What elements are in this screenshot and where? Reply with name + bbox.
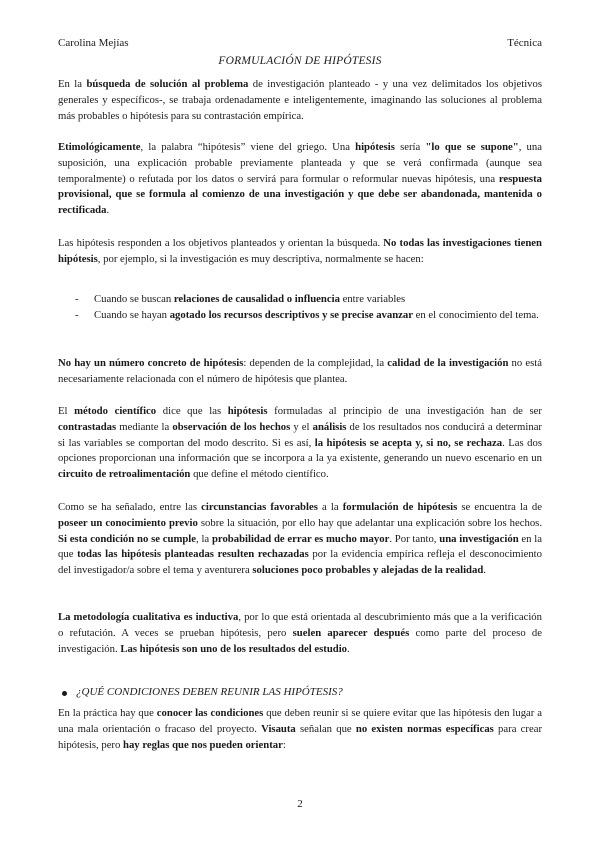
bold-text: respuesta provisional, que se formula al comienzo de una investigación y que debe ser abandonada, mantenida o rectificada <box>58 172 542 217</box>
paragraph <box>58 404 542 483</box>
paragraph <box>58 610 542 657</box>
text-run: En la práctica hay que <box>58 707 157 719</box>
bold-text: una investigación <box>439 532 519 545</box>
text-run: dice que las <box>156 405 228 417</box>
bold-text: todas las hipótesis planteadas resulten rechazadas <box>77 548 309 561</box>
text-run: El <box>58 405 75 417</box>
text-run: . Las dos opciones proporcionan una información que se incorpora a la ya existente, generando un nuevo escenario en un <box>58 436 543 465</box>
bold-text: Visauta <box>261 722 296 735</box>
paragraph <box>58 706 542 753</box>
text-run: , la <box>196 532 212 545</box>
header-author: Carolina Mejías <box>58 37 129 49</box>
text-run: . <box>347 642 350 655</box>
text-run: , la palabra “hipótesis” viene del griego. Una <box>140 141 356 153</box>
text-run: , por ejemplo, si la investigación es muy descriptiva, normalmente se hacen: <box>97 252 424 265</box>
text-run: . <box>483 564 486 577</box>
bold-text: agotado los recursos descriptivos y se precise avanzar <box>169 308 413 321</box>
header-subject: Técnica <box>507 37 542 49</box>
bold-text: conocer las condiciones <box>156 707 264 719</box>
list-item <box>58 292 542 308</box>
text-run: por la evidencia empírica refleja el desconocimiento del investigador/a sobre el tema y aventurera <box>58 548 542 577</box>
bold-text: No todas las investigaciones tienen hipótesis <box>58 237 542 265</box>
text-run: como parte del proceso de investigación. <box>58 626 543 655</box>
text-run: en la que <box>58 532 543 561</box>
bold-text: poseer un conocimiento previo <box>58 516 198 529</box>
section-heading-text: ¿QUÉ CONDICIONES DEBEN REUNIR LAS HIPÓTESIS? <box>76 686 343 698</box>
section-heading <box>76 686 343 698</box>
bold-text: Las hipótesis son uno de los resultados del estudio <box>120 642 348 655</box>
bold-text: formulación de hipótesis <box>342 501 458 513</box>
text-run: se encuentra la de <box>457 501 542 513</box>
bold-text: probabilidad de errar es mucho mayor <box>211 532 390 545</box>
list-item <box>58 308 542 324</box>
paragraph <box>58 77 542 124</box>
bold-text: hipótesis <box>227 405 268 417</box>
bold-text: hay reglas que nos pueden orientar <box>123 738 283 751</box>
text-run: . <box>106 204 110 217</box>
bold-text: No hay un número concreto de hipótesis <box>58 357 244 369</box>
bold-text: contrastadas <box>58 420 117 433</box>
paragraph <box>58 236 542 268</box>
bold-text: Si esta condición no se cumple <box>58 532 196 545</box>
text-run: : <box>282 738 286 751</box>
text-run: Las hipótesis responden a los objetivos planteados y orientan la búsqueda. <box>58 237 384 249</box>
text-run: no está necesariamente relacionada con el número de hipótesis que plantea. <box>58 357 543 385</box>
bold-text: hipótesis <box>355 141 395 153</box>
text-run: , una suposición, una explicación probable previamente planteada y que se verá confirmada (aunque sea temporalmente) o refutada por los datos o servirá para formular o reformular nuevas hipótesis, una <box>58 141 542 185</box>
bold-text: observación de los hechos <box>172 420 291 433</box>
text-run: . Por tanto, <box>389 532 440 545</box>
bold-text: circunstancias favorables <box>201 501 318 513</box>
paragraph <box>58 500 542 579</box>
text-run: para crear hipótesis, pero <box>58 722 543 751</box>
text-run: sobre la situación, por ello hay que adelantar una explicación sobre los hechos. <box>197 516 542 529</box>
bold-text: búsqueda de solución al problema <box>86 78 249 90</box>
list-dash: - <box>75 293 79 305</box>
bold-text: circuito de retroalimentación <box>58 468 191 481</box>
text-run: de los resultados nos conducirá a determinar si las variables se comportan del modo descrito. Si es así, <box>58 420 542 449</box>
bold-text: análisis <box>312 420 347 433</box>
paragraph <box>58 356 542 388</box>
bold-text: La metodología cualitativa es inductiva <box>58 611 239 623</box>
bold-text: soluciones poco probables y alejadas de la realidad <box>252 564 484 577</box>
bold-text: Etimológicamente <box>58 141 141 153</box>
text-run: señalan que <box>295 722 356 735</box>
text-run: sería <box>394 141 426 153</box>
text-run: Cuando se buscan <box>94 293 174 305</box>
text-run: que define el método científico. <box>190 468 329 481</box>
page-number: 2 <box>297 798 303 810</box>
text-run: En la <box>58 78 87 90</box>
text-run: mediante la <box>116 420 173 433</box>
text-run: Cuando se hayan <box>94 308 170 321</box>
text-run: que deben reunir si se quiere evitar que las hipótesis den lugar a una mala orientación o fracaso del proyecto. <box>58 707 543 735</box>
bold-text: suelen aparecer después <box>292 626 410 639</box>
text-run: : dependen de la complejidad, la <box>243 357 388 369</box>
bold-text: método científico <box>74 405 157 417</box>
text-run: y el <box>290 420 313 433</box>
text-run: en el conocimiento del tema. <box>413 308 539 321</box>
bold-text: la hipótesis se acepta y, si no, se rechaza <box>314 436 503 449</box>
bullet-list <box>58 292 542 324</box>
paragraph <box>58 140 542 219</box>
page-title: FORMULACIÓN DE HIPÓTESIS <box>218 55 382 67</box>
text-run: de investigación planteado - y una vez delimitados los objetivos generales y específicos-, se trabaja ordenadamente e inteligentemente, imaginando las soluciones al problema más probables o hipótesis para su contrastación empírica. <box>58 78 543 122</box>
bullet-icon <box>62 691 67 696</box>
bold-text: calidad de la investigación <box>387 357 509 369</box>
text-run: entre variables <box>339 293 406 305</box>
text-run: formuladas al principio de una investigación han de ser <box>267 405 542 417</box>
text-run: a la <box>317 501 343 513</box>
bold-text: "lo que se supone" <box>425 141 519 153</box>
text-run: , por lo que está orientada al descubrimiento más que a la verificación o refutación. A veces se prueban hipótesis, pero <box>58 611 542 639</box>
bold-text: relaciones de causalidad o influencia <box>173 293 340 305</box>
text-run: Como se ha señalado, entre las <box>58 501 202 513</box>
bold-text: no existen normas específicas <box>355 722 494 735</box>
list-dash: - <box>75 308 79 321</box>
